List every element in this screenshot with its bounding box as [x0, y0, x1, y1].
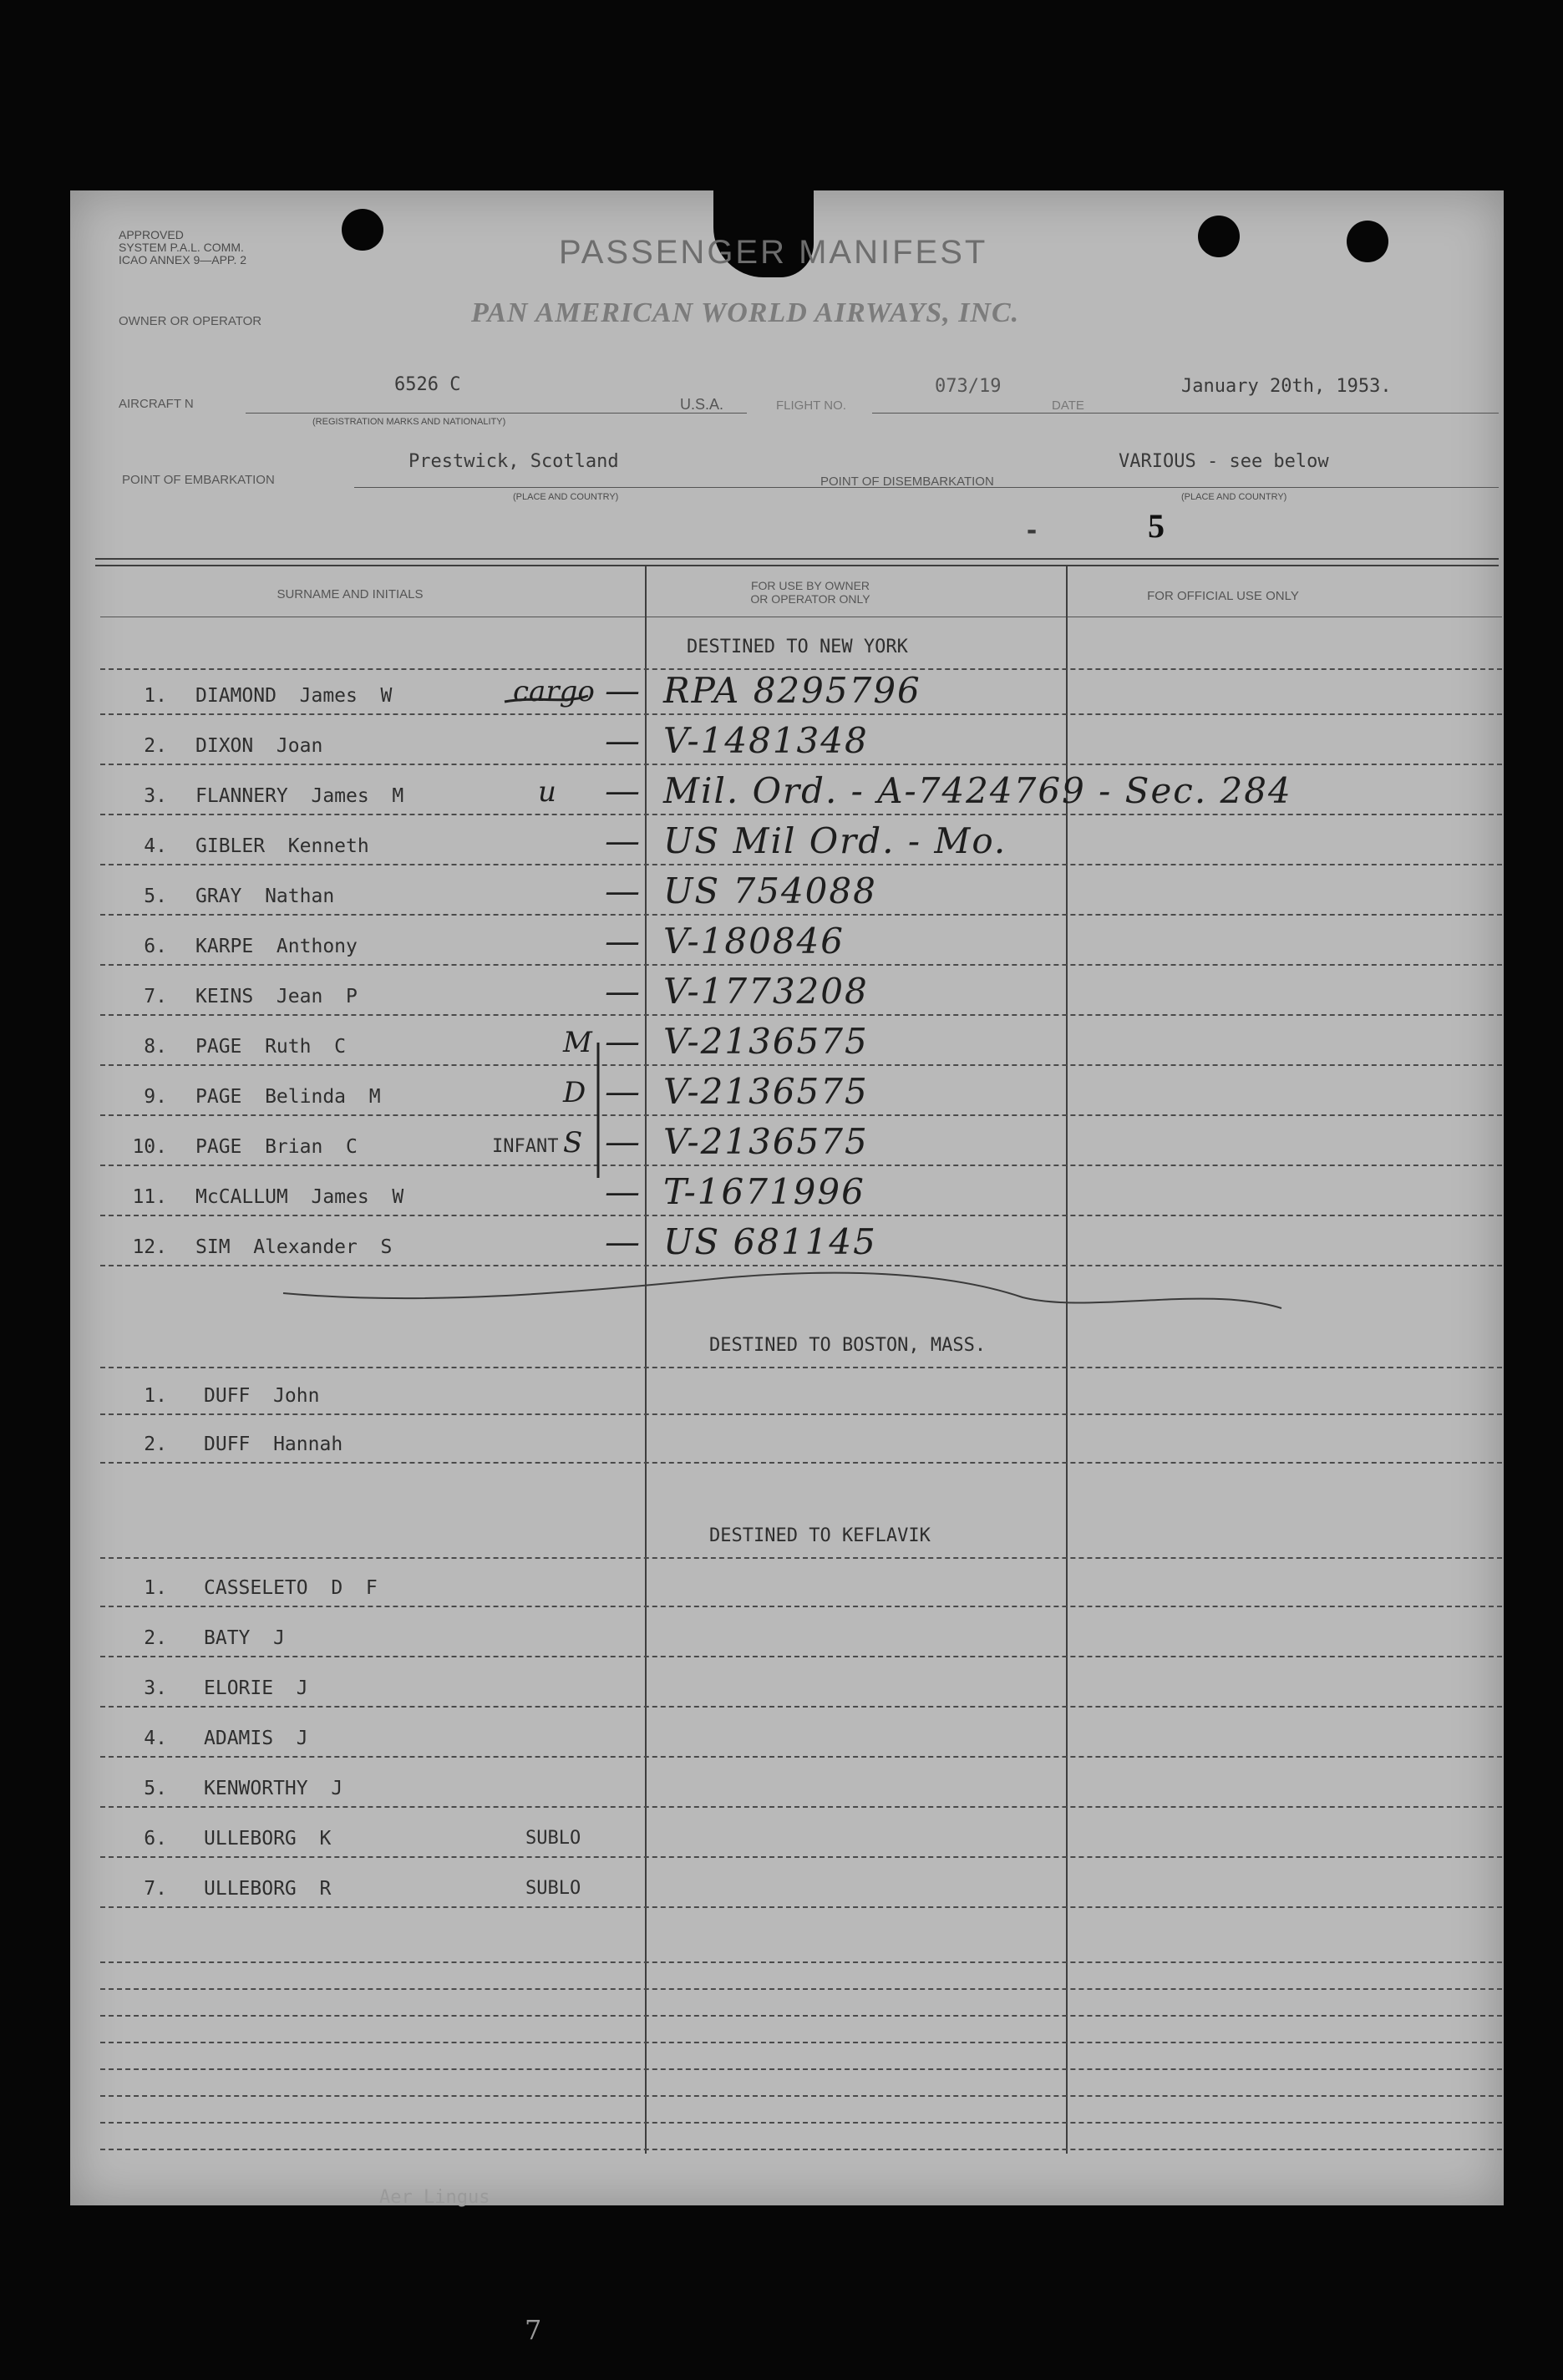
passenger-name: ULLEBORG R: [204, 1878, 332, 1900]
handwritten-document-number: US 754088: [663, 870, 877, 911]
owner-label: OWNER OR OPERATOR: [119, 314, 262, 328]
passenger-name: CASSELETO D F: [204, 1577, 378, 1599]
aircraft-label: AIRCRAFT N: [119, 397, 194, 411]
handwritten-mark: M: [563, 1026, 592, 1059]
passenger-name: KEINS Jean P: [195, 986, 358, 1007]
section-heading: DESTINED TO BOSTON, MASS.: [709, 1335, 987, 1356]
passenger-name: PAGE Ruth C: [195, 1036, 347, 1058]
passenger-name: FLANNERY James M: [195, 785, 404, 807]
place-caption: (PLACE AND COUNTRY): [513, 492, 619, 502]
passenger-name: ELORIE J: [204, 1677, 308, 1699]
handwritten-dash: —: [605, 1121, 642, 1162]
passenger-name: DIXON Joan: [195, 735, 323, 757]
handwritten-mark: cargo: [513, 675, 595, 708]
passenger-note: SUBLO: [525, 1828, 581, 1849]
handwritten-dash: —: [605, 971, 642, 1012]
handwritten-dash: —: [605, 1171, 642, 1212]
col-surname: SURNAME AND INITIALS: [277, 587, 424, 601]
passenger-name: GRAY Nathan: [195, 886, 335, 907]
passenger-name: PAGE Belinda M: [195, 1086, 381, 1108]
disembarkation-value: VARIOUS - see below: [1119, 451, 1329, 472]
passenger-name: KARPE Anthony: [195, 936, 358, 957]
aircraft-value: 6526 C: [394, 374, 461, 395]
handwritten-dash: —: [605, 1071, 642, 1112]
handwritten-document-number: V-1773208: [663, 971, 869, 1012]
passenger-number: 1.: [144, 1385, 167, 1407]
passenger-number: 6.: [144, 936, 167, 957]
passenger-number: 4.: [144, 1728, 167, 1749]
flight-value: 073/19: [935, 376, 1002, 397]
passenger-number: 3.: [144, 785, 167, 807]
passenger-number: 5.: [144, 886, 167, 907]
handwritten-document-number: V-2136575: [663, 1021, 869, 1062]
col-owner-use: FOR USE BY OWNER OR OPERATOR ONLY: [750, 579, 870, 606]
wavy-pen-stroke: [283, 1273, 1281, 1308]
embarkation-value: Prestwick, Scotland: [409, 451, 619, 472]
passenger-number: 10.: [132, 1136, 167, 1158]
handwritten-dash: —: [605, 1021, 642, 1062]
passenger-note: INFANT: [492, 1136, 559, 1157]
handwritten-document-number: Mil. Ord. - A-7424769 - Sec. 284: [663, 770, 1292, 811]
place-caption: (PLACE AND COUNTRY): [1181, 492, 1287, 502]
approval-line: SYSTEM P.A.L. COMM.: [119, 241, 244, 254]
cargo-underline: [505, 696, 588, 702]
handwritten-mark: u: [538, 775, 556, 809]
passenger-name: DUFF Hannah: [204, 1434, 343, 1455]
approval-line: APPROVED: [119, 228, 184, 241]
country-label: U.S.A.: [680, 396, 724, 413]
handwritten-dash: —: [605, 870, 642, 911]
handwritten-document-number: V-2136575: [663, 1071, 869, 1112]
section-heading: DESTINED TO NEW YORK: [687, 637, 908, 657]
footer-faint-stamp: Aer Lingus: [379, 2187, 490, 2208]
handwritten-document-number: T-1671996: [663, 1171, 865, 1212]
date-label: DATE: [1052, 398, 1084, 413]
passenger-number: 2.: [144, 1627, 167, 1649]
disembarkation-label: POINT OF DISEMBARKATION: [820, 474, 994, 489]
passenger-name: GIBLER Kenneth: [195, 835, 369, 857]
handwritten-dash: —: [605, 1221, 642, 1262]
passenger-number: 12.: [132, 1236, 167, 1258]
passenger-name: BATY J: [204, 1627, 285, 1649]
passenger-number: 1.: [144, 685, 167, 707]
passenger-name: PAGE Brian C: [195, 1136, 358, 1158]
handwriting-overlay: [70, 190, 1504, 2205]
passenger-number: 11.: [132, 1186, 167, 1208]
handwritten-mark: S: [563, 1126, 583, 1160]
passenger-name: DIAMOND James W: [195, 685, 393, 707]
page-number: 5: [1148, 507, 1165, 545]
handwritten-dash: —: [605, 670, 642, 711]
handwritten-document-number: V-1481348: [663, 720, 869, 761]
passenger-name: KENWORTHY J: [204, 1778, 343, 1799]
passenger-note: SUBLO: [525, 1878, 581, 1899]
embarkation-label: POINT OF EMBARKATION: [122, 473, 275, 487]
owner-name: PAN AMERICAN WORLD AIRWAYS, INC.: [471, 297, 1020, 328]
passenger-name: DUFF John: [204, 1385, 320, 1407]
section-heading: DESTINED TO KEFLAVIK: [709, 1525, 931, 1546]
passenger-name: SIM Alexander S: [195, 1236, 393, 1258]
passenger-number: 7.: [144, 986, 167, 1007]
registration-caption: (REGISTRATION MARKS AND NATIONALITY): [312, 417, 506, 427]
handwritten-document-number: RPA 8295796: [663, 670, 921, 711]
passenger-number: 7.: [144, 1878, 167, 1900]
page-dash: -: [1024, 516, 1040, 546]
form-title: PASSENGER MANIFEST: [559, 234, 988, 271]
handwritten-dash: —: [605, 720, 642, 761]
handwritten-document-number: US Mil Ord. - Mo.: [663, 820, 1007, 861]
passenger-name: McCALLUM James W: [195, 1186, 404, 1208]
handwritten-document-number: US 681145: [663, 1221, 877, 1262]
bottom-mark: 7: [525, 2314, 542, 2346]
handwritten-document-number: V-180846: [663, 921, 845, 962]
manifest-sheet: [70, 190, 1504, 2208]
passenger-number: 8.: [144, 1036, 167, 1058]
handwritten-dash: —: [605, 921, 642, 962]
handwritten-dash: —: [605, 770, 642, 811]
passenger-number: 9.: [144, 1086, 167, 1108]
passenger-number: 1.: [144, 1577, 167, 1599]
passenger-number: 4.: [144, 835, 167, 857]
handwritten-dash: —: [605, 820, 642, 861]
approval-line: ICAO ANNEX 9—APP. 2: [119, 253, 247, 266]
handwritten-document-number: V-2136575: [663, 1121, 869, 1162]
passenger-number: 6.: [144, 1828, 167, 1850]
passenger-name: ULLEBORG K: [204, 1828, 332, 1850]
passenger-number: 5.: [144, 1778, 167, 1799]
col-official-use: FOR OFFICIAL USE ONLY: [1147, 589, 1299, 603]
handwritten-mark: D: [563, 1076, 586, 1109]
passenger-name: ADAMIS J: [204, 1728, 308, 1749]
flight-label: FLIGHT NO.: [776, 398, 846, 413]
date-value: January 20th, 1953.: [1181, 376, 1392, 397]
passenger-number: 3.: [144, 1677, 167, 1699]
passenger-number: 2.: [144, 735, 167, 757]
passenger-number: 2.: [144, 1434, 167, 1455]
